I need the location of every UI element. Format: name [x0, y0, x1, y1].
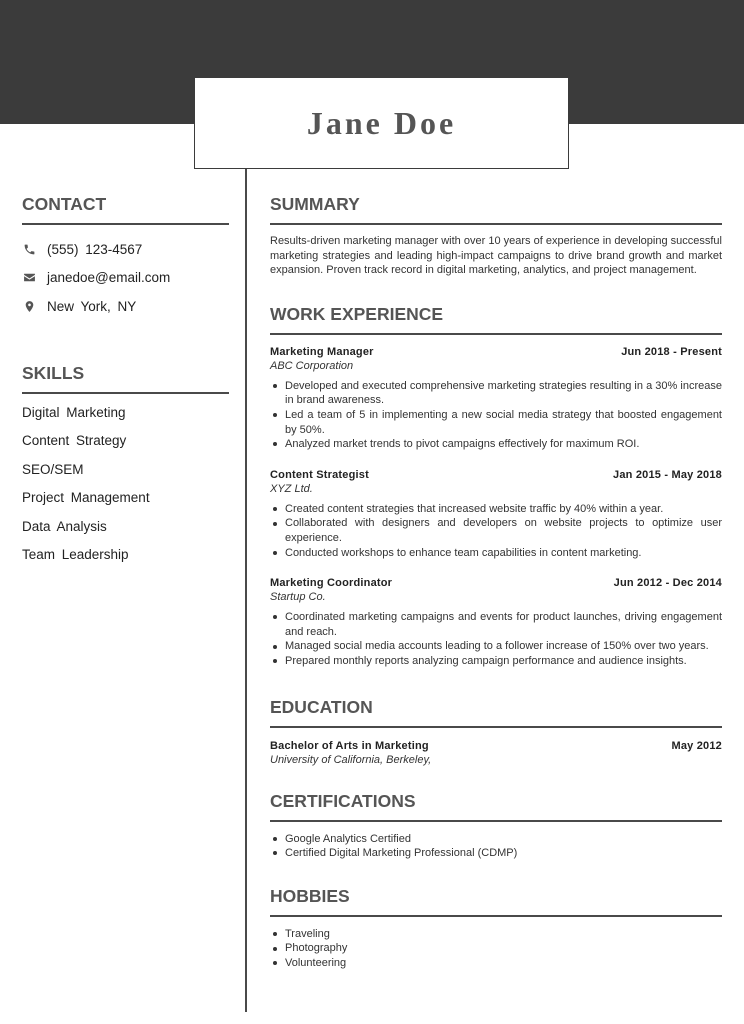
job-dates: Jun 2018 - Present — [621, 345, 722, 358]
hobby-item: Photography — [270, 941, 722, 956]
school: University of California, Berkeley, — [270, 753, 432, 766]
skills-list — [22, 403, 229, 575]
hobby-item: Volunteering — [270, 956, 722, 971]
job-bullet: Conducted workshops to enhance team capabilities in content marketing. — [270, 546, 722, 561]
job-header — [270, 576, 722, 590]
location-text: New York, NY — [47, 298, 137, 314]
phone-icon — [22, 242, 36, 256]
job-bullet: Created content strategies that increased website traffic by 40% within a year. — [270, 502, 722, 517]
email-text: janedoe@email.com — [47, 270, 171, 286]
contact-location — [22, 292, 229, 321]
contact-email — [22, 264, 229, 293]
job-bullets — [270, 502, 722, 560]
job-bullet: Prepared monthly reports analyzing campaign performance and audience insights. — [270, 654, 722, 669]
name-box — [194, 77, 569, 169]
map-pin-icon — [22, 299, 36, 313]
hobby-item: Traveling — [270, 927, 722, 942]
skill-item: Team Leadership — [22, 547, 129, 563]
summary-heading: SUMMARY — [270, 194, 360, 214]
skills-section — [22, 362, 229, 575]
phone-text: (555) 123-4567 — [47, 241, 143, 257]
experience-rule — [270, 333, 722, 335]
job-bullet: Managed social media accounts leading to a follower increase of 150% over two years. — [270, 639, 722, 654]
job-bullet: Led a team of 5 in implementing a new social media strategy that boosted engagement by 50%. — [270, 408, 722, 437]
certification-item: Certified Digital Marketing Professional (CDMP) — [270, 846, 722, 861]
skill-item: Content Strategy — [22, 433, 127, 449]
job-header — [270, 345, 722, 359]
job-entry — [270, 576, 722, 668]
contact-section — [22, 193, 229, 321]
job-bullet: Coordinated marketing campaigns and events for product launches, driving engagement and reach. — [270, 610, 722, 639]
job-company: XYZ Ltd. — [270, 482, 313, 495]
contact-list — [22, 235, 229, 321]
hobbies-rule — [270, 915, 722, 917]
certifications-list — [270, 832, 722, 861]
job-role: Content Strategist — [270, 468, 369, 481]
job-role: Marketing Manager — [270, 345, 374, 358]
skill-item: SEO/SEM — [22, 461, 84, 477]
job-bullet: Developed and executed comprehensive marketing strategies resulting in a 30% increase in brand awareness. — [270, 379, 722, 408]
skills-rule — [22, 392, 229, 394]
certifications-heading: CERTIFICATIONS — [270, 790, 416, 811]
summary-text: Results-driven marketing manager with over 10 years of experience in developing successful marketing strategies and leading high-impact campaigns to drive brand growth and market expansion. Proven track record in digital marketing, analytics, and project management. — [270, 235, 722, 277]
skill-item: Data Analysis — [22, 518, 107, 534]
job-bullet: Analyzed market trends to pivot campaigns effectively for maximum ROI. — [270, 437, 722, 452]
job-bullets — [270, 610, 722, 668]
certification-item: Google Analytics Certified — [270, 832, 722, 847]
hobbies-section — [270, 885, 722, 971]
left-column — [22, 193, 229, 574]
job-company: ABC Corporation — [270, 359, 354, 372]
envelope-icon — [22, 271, 36, 285]
hobbies-heading: HOBBIES — [270, 885, 350, 906]
job-header — [270, 468, 722, 482]
right-column — [270, 193, 722, 970]
job-role: Marketing Coordinator — [270, 577, 393, 590]
summary-section — [270, 193, 722, 278]
skills-heading: SKILLS — [22, 362, 85, 383]
education-heading: EDUCATION — [270, 696, 373, 717]
job-bullet: Collaborated with designers and developers on website projects to optimize user experience. — [270, 516, 722, 545]
contact-heading: CONTACT — [22, 194, 107, 214]
education-rule — [270, 726, 722, 728]
candidate-name: Jane Doe — [306, 104, 457, 141]
graduation-date: May 2012 — [671, 739, 722, 752]
education-entry — [270, 739, 722, 768]
job-entry — [270, 468, 722, 560]
job-dates: Jun 2012 - Dec 2014 — [613, 577, 722, 590]
contact-rule — [22, 223, 229, 225]
job-bullets — [270, 379, 722, 452]
job-company: Startup Co. — [270, 591, 326, 604]
hobbies-list — [270, 927, 722, 971]
education-section — [270, 696, 722, 768]
job-dates: Jan 2015 - May 2018 — [613, 468, 722, 481]
education-header — [270, 739, 722, 753]
column-divider — [245, 169, 247, 1012]
experience-section — [270, 303, 722, 669]
skill-item: Project Management — [22, 490, 150, 506]
certifications-rule — [270, 820, 722, 822]
contact-phone — [22, 235, 229, 264]
degree: Bachelor of Arts in Marketing — [270, 739, 429, 752]
certifications-section — [270, 790, 722, 861]
experience-heading: WORK EXPERIENCE — [270, 303, 444, 324]
job-entry — [270, 345, 722, 452]
skill-item: Digital Marketing — [22, 404, 126, 420]
summary-rule — [270, 223, 722, 225]
